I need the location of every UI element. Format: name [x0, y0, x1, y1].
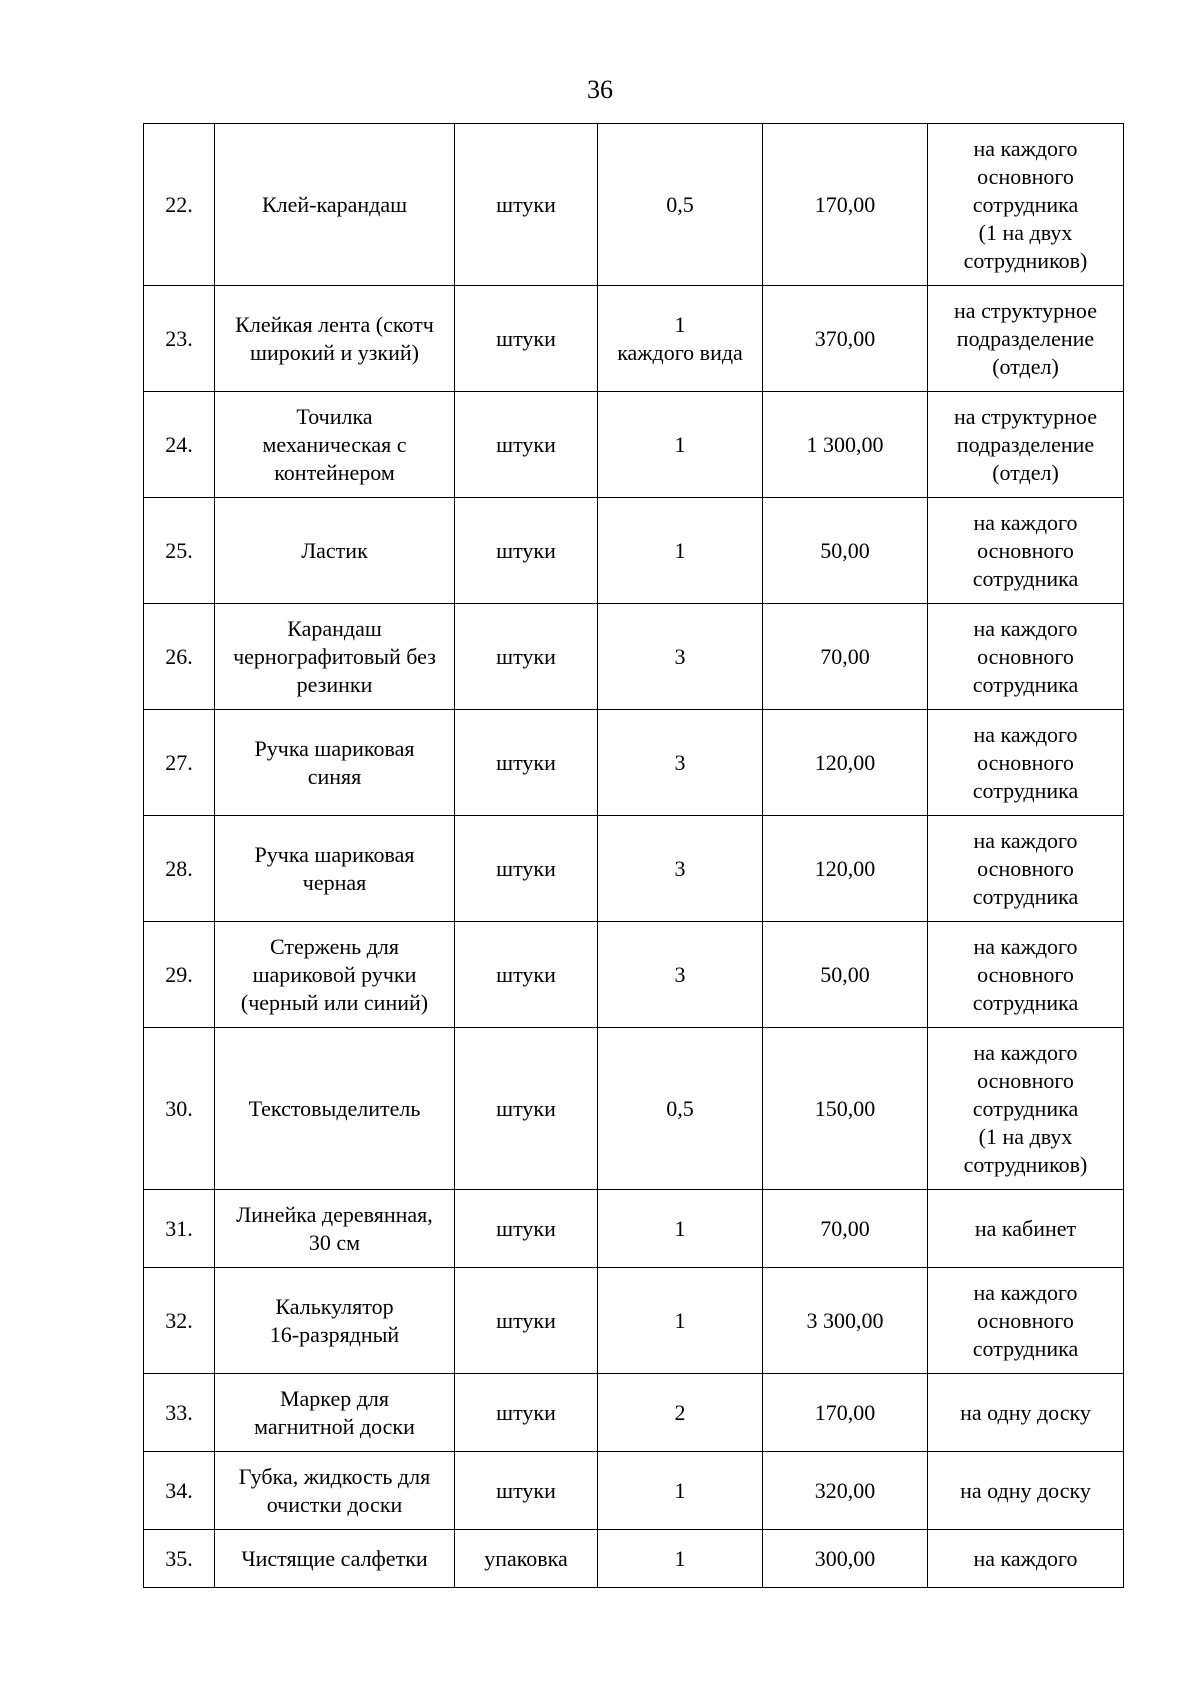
unit: штуки [455, 1374, 598, 1452]
price: 50,00 [763, 922, 928, 1028]
row-number: 27. [144, 710, 215, 816]
item-name: Стержень для шариковой ручки (черный или синий) [215, 922, 455, 1028]
row-number: 26. [144, 604, 215, 710]
price: 170,00 [763, 124, 928, 286]
unit: штуки [455, 710, 598, 816]
page-number: 36 [587, 75, 613, 104]
price: 70,00 [763, 604, 928, 710]
note: на каждого основного сотрудника [928, 710, 1124, 816]
unit: штуки [455, 498, 598, 604]
unit: штуки [455, 124, 598, 286]
row-number: 35. [144, 1530, 215, 1588]
note: на одну доску [928, 1452, 1124, 1530]
quantity: 1 [598, 498, 763, 604]
table-row [144, 604, 1124, 710]
price: 370,00 [763, 286, 928, 392]
row-number: 23. [144, 286, 215, 392]
item-name: Текстовыделитель [215, 1028, 455, 1190]
quantity: 1 [598, 1530, 763, 1588]
unit: упаковка [455, 1530, 598, 1588]
table-row [144, 1530, 1124, 1588]
row-number: 29. [144, 922, 215, 1028]
table-row [144, 1268, 1124, 1374]
item-name: Ластик [215, 498, 455, 604]
item-name: Чистящие салфетки [215, 1530, 455, 1588]
price: 50,00 [763, 498, 928, 604]
quantity: 3 [598, 816, 763, 922]
row-number: 31. [144, 1190, 215, 1268]
table-row [144, 922, 1124, 1028]
row-number: 24. [144, 392, 215, 498]
unit: штуки [455, 1268, 598, 1374]
table-row [144, 1028, 1124, 1190]
price: 170,00 [763, 1374, 928, 1452]
price: 70,00 [763, 1190, 928, 1268]
row-number: 28. [144, 816, 215, 922]
unit: штуки [455, 1452, 598, 1530]
item-name: Ручка шариковая черная [215, 816, 455, 922]
table-row [144, 124, 1124, 286]
table-row [144, 816, 1124, 922]
price: 120,00 [763, 816, 928, 922]
note: на каждого основного сотрудника [928, 604, 1124, 710]
quantity: 1 [598, 1190, 763, 1268]
note: на каждого основного сотрудника (1 на двух сотрудников) [928, 124, 1124, 286]
price: 3 300,00 [763, 1268, 928, 1374]
item-name: Калькулятор 16-разрядный [215, 1268, 455, 1374]
price: 150,00 [763, 1028, 928, 1190]
row-number: 30. [144, 1028, 215, 1190]
item-name: Клейкая лента (скотч широкий и узкий) [215, 286, 455, 392]
table-row [144, 1452, 1124, 1530]
row-number: 22. [144, 124, 215, 286]
quantity: 1 [598, 392, 763, 498]
unit: штуки [455, 922, 598, 1028]
table-row [144, 1190, 1124, 1268]
item-name: Маркер для магнитной доски [215, 1374, 455, 1452]
unit: штуки [455, 816, 598, 922]
quantity: 0,5 [598, 124, 763, 286]
table-row [144, 286, 1124, 392]
quantity: 3 [598, 922, 763, 1028]
note: на каждого [928, 1530, 1124, 1588]
row-number: 33. [144, 1374, 215, 1452]
unit: штуки [455, 1028, 598, 1190]
unit: штуки [455, 286, 598, 392]
quantity: 2 [598, 1374, 763, 1452]
quantity: 0,5 [598, 1028, 763, 1190]
item-name: Губка, жидкость для очистки доски [215, 1452, 455, 1530]
item-name: Карандаш чернографитовый без резинки [215, 604, 455, 710]
unit: штуки [455, 392, 598, 498]
item-name: Точилка механическая с контейнером [215, 392, 455, 498]
table-row [144, 710, 1124, 816]
note: на одну доску [928, 1374, 1124, 1452]
note: на структурное подразделение (отдел) [928, 392, 1124, 498]
note: на каждого основного сотрудника (1 на двух сотрудников) [928, 1028, 1124, 1190]
note: на каждого основного сотрудника [928, 498, 1124, 604]
quantity: 3 [598, 604, 763, 710]
supply-norms-table [143, 123, 1124, 1588]
note: на каждого основного сотрудника [928, 922, 1124, 1028]
unit: штуки [455, 604, 598, 710]
price: 300,00 [763, 1530, 928, 1588]
item-name: Ручка шариковая синяя [215, 710, 455, 816]
table-row [144, 392, 1124, 498]
quantity: 3 [598, 710, 763, 816]
unit: штуки [455, 1190, 598, 1268]
item-name: Клей-карандаш [215, 124, 455, 286]
price: 1 300,00 [763, 392, 928, 498]
item-name: Линейка деревянная, 30 см [215, 1190, 455, 1268]
note: на кабинет [928, 1190, 1124, 1268]
price: 320,00 [763, 1452, 928, 1530]
quantity: 1 [598, 1452, 763, 1530]
note: на каждого основного сотрудника [928, 816, 1124, 922]
quantity: 1 каждого вида [598, 286, 763, 392]
row-number: 34. [144, 1452, 215, 1530]
table-row [144, 498, 1124, 604]
table-row [144, 1374, 1124, 1452]
row-number: 32. [144, 1268, 215, 1374]
price: 120,00 [763, 710, 928, 816]
note: на структурное подразделение (отдел) [928, 286, 1124, 392]
quantity: 1 [598, 1268, 763, 1374]
row-number: 25. [144, 498, 215, 604]
note: на каждого основного сотрудника [928, 1268, 1124, 1374]
